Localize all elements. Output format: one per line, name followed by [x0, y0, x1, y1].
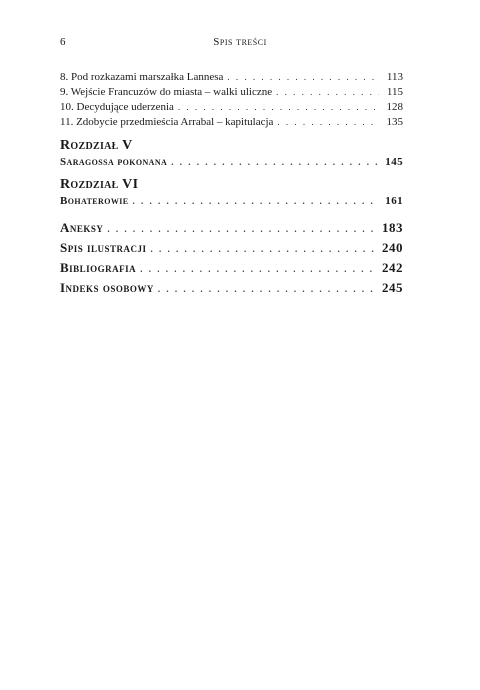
- dot-leader: [133, 193, 380, 209]
- toc-entry-label: 10. Decydujące uderzenia: [60, 101, 174, 113]
- toc-entry-label: Spis ilustracji: [60, 240, 147, 255]
- dot-leader: [276, 85, 379, 100]
- toc-entry-label: Aneksy: [60, 220, 104, 235]
- dot-leader: [227, 70, 379, 85]
- toc-entry-label: Indeks osobowy: [60, 280, 154, 295]
- dot-leader: [158, 279, 378, 299]
- toc-entry-label: Saragossa pokonana: [60, 156, 168, 168]
- toc-entry-page: 128: [386, 101, 403, 113]
- toc-section[interactable]: [60, 258, 403, 278]
- toc-entry-page: 242: [382, 260, 403, 275]
- toc-entry-page: 245: [382, 280, 403, 295]
- toc-entry-page: 240: [382, 240, 403, 255]
- table-of-contents: [60, 70, 403, 298]
- dot-leader: [107, 219, 378, 239]
- toc-entry-label: 9. Wejście Francuzów do miasta – walki uliczne: [60, 86, 273, 98]
- toc-entry[interactable]: [60, 70, 403, 85]
- dot-leader: [140, 259, 378, 279]
- toc-section[interactable]: [60, 218, 403, 238]
- toc-entry-page: 113: [386, 71, 403, 83]
- dot-leader: [178, 100, 379, 115]
- page-number: 6: [60, 36, 66, 48]
- toc-section[interactable]: [60, 238, 403, 258]
- toc-entry-label: 8. Pod rozkazami marszałka Lannesa: [60, 71, 224, 83]
- toc-entry-page: 145: [385, 156, 403, 168]
- toc-entry[interactable]: [60, 85, 403, 100]
- toc-entry-label: Bibliografia: [60, 260, 137, 275]
- toc-entry-page: 115: [386, 86, 403, 98]
- chapter-heading: Rozdział V: [60, 138, 133, 153]
- toc-entry[interactable]: [60, 193, 403, 209]
- toc-entry-page: 135: [386, 116, 403, 128]
- toc-entry[interactable]: [60, 100, 403, 115]
- dot-leader: [151, 239, 379, 259]
- running-head: Spis treści: [213, 36, 267, 48]
- toc-entry-page: 183: [382, 220, 403, 235]
- toc-entry-label: Bohaterowie: [60, 195, 129, 207]
- toc-entry-page: 161: [385, 195, 403, 207]
- toc-entry[interactable]: [60, 154, 403, 170]
- toc-section[interactable]: [60, 278, 403, 298]
- chapter-heading: Rozdział VI: [60, 177, 139, 192]
- dot-leader: [277, 115, 379, 130]
- toc-entry-label: 11. Zdobycie przedmieścia Arrabal – kapitulacja: [60, 116, 274, 128]
- toc-entry[interactable]: [60, 115, 403, 130]
- dot-leader: [171, 154, 379, 170]
